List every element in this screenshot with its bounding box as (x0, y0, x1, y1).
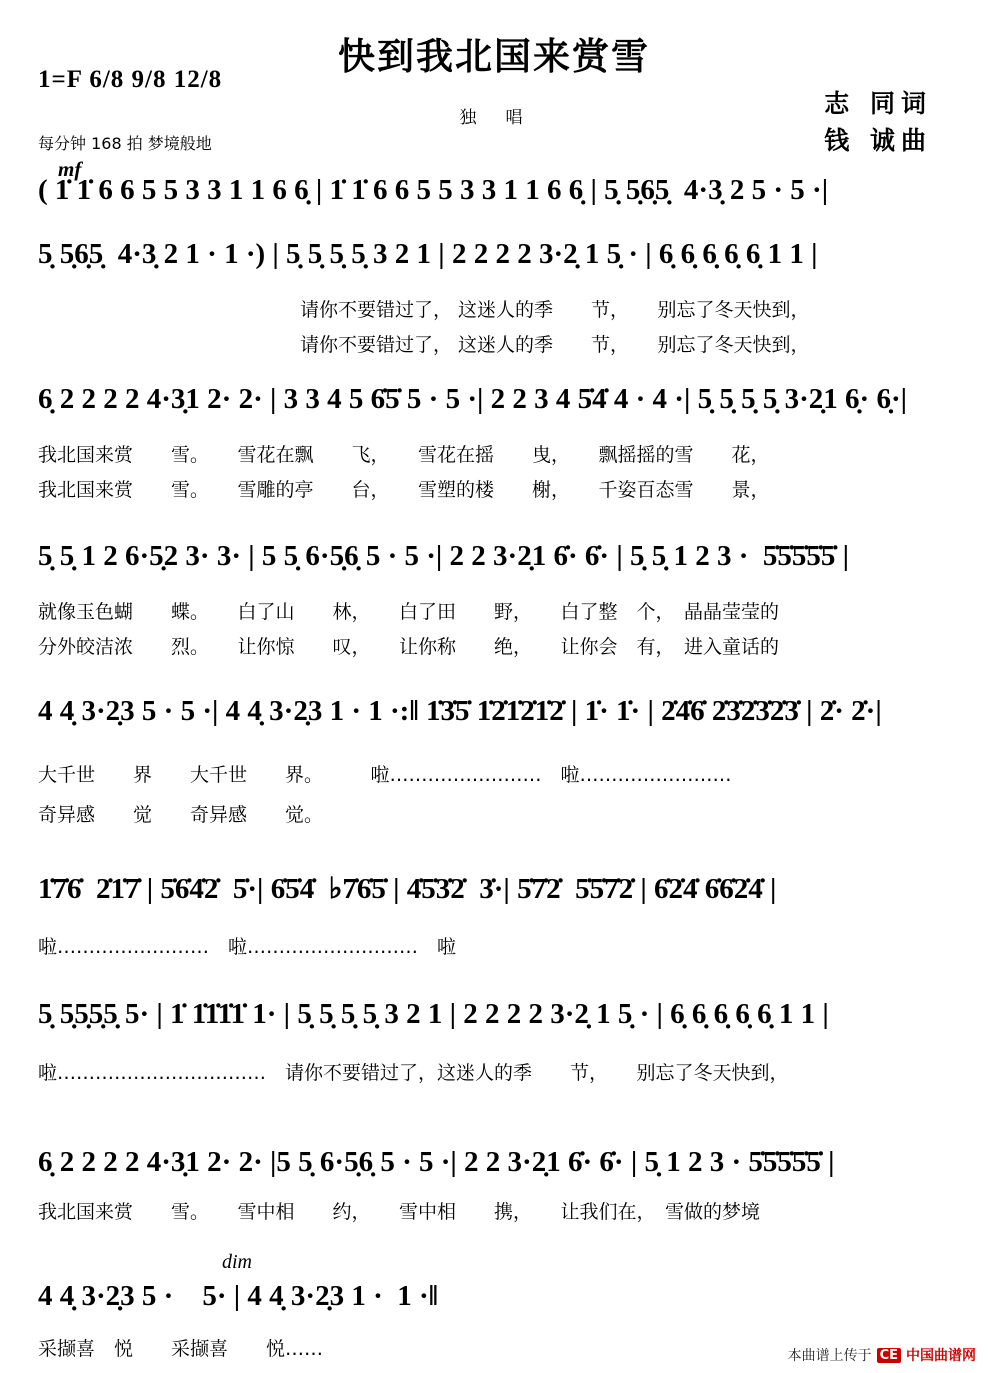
lyric-line-2a: 请你不要错过了， 这迷人的季 节， 别忘了冬天快到， (300, 299, 810, 321)
lyricist-credit: 志 同词 (824, 89, 932, 118)
lyric-line-2b: 请你不要错过了， 这迷人的季 节， 别忘了冬天快到， (300, 334, 810, 356)
dynamic-dim: dim (222, 1251, 252, 1273)
notation-line-3: 6̣ 2 2 2 2 4·3̣1 2· 2· | 3 3 4 5 6̇5̇ 5 · 5 ·| 2 2 3 4 5̇4̇ 4 · 4 ·| 5̣ 5̣ 5̣ 5̣ 3·2̣1 6̣· 6̣·| (38, 383, 908, 415)
footer-text: 本曲谱上传于 (787, 1348, 872, 1364)
notation-line-7: 5̣ 5̣5̣5̣5̣ 5· | 1̇ 1̇1̇1̇1̇ 1· | 5̣ 5̣ 5̣ 5̣ 3 2 1 | 2 2 2 2 3·2̣ 1 5̣ · | 6̣ 6̣ 6̣ 6̣ 6̣ 1 1 | (38, 998, 829, 1030)
notation-line-6: 1̇7̇6̇ 2̇1̇7̇ | 5̇6̇4̇2̇ 5̇·| 6̇5̇4̇ ♭7̇6̇5̇ | 4̇5̇3̇2̇ 3̇·| 5̇7̇2̇ 5̇5̇7̇2̇ | 6̇2̇4̇ 6̇6̇2̇4̇ | (38, 873, 777, 905)
tempo-marking: 每分钟 168 拍 梦境般地 (38, 134, 212, 153)
site-logo-icon: CE (877, 1348, 901, 1363)
lyric-line-6a: 啦…………………… 啦……………………… 啦 (38, 936, 457, 958)
lyric-line-3a: 我北国来赏 雪。 雪花在飘 飞， 雪花在摇 曳， 飘摇摇的雪 花， (38, 444, 770, 466)
performance-type: 独 唱 (459, 108, 529, 128)
key-signature: 1=F 6/8 9/8 12/8 (38, 66, 223, 93)
lyric-line-8a: 我北国来赏 雪。 雪中相 约， 雪中相 携， 让我们在， 雪做的梦境 (38, 1201, 761, 1223)
notation-line-1: ( 1̇ 1̇ 6 6 5 5 3 3 1 1 6 6̣ | 1̇ 1̇ 6 6 5 5 3 3 1 1 6 6̣ | 5̣ 5̣6̣5̣ 4·3̣ 2 5 · 5 ·| (38, 174, 829, 206)
footer-credit (788, 1345, 976, 1365)
site-name[interactable]: 中国曲谱网 (906, 1348, 976, 1364)
notation-line-2: 5̣ 5̣6̣5̣ 4·3̣ 2 1 · 1 ·) | 5̣ 5̣ 5̣ 5̣ 3 2 1 | 2 2 2 2 3·2̣ 1 5̣ · | 6̣ 6̣ 6̣ 6̣ 6̣ 1 1 | (38, 238, 818, 270)
notation-line-4: 5̣ 5̣ 1 2 6·5̣2 3· 3· | 5 5̣ 6·5̣6̣ 5 · 5 ·| 2 2 3·2̣1 6̇· 6̇· | 5̣ 5̣ 1 2 3 · 5̇5̇5̇5̇5̇ | (38, 540, 850, 572)
composer-credit: 钱 诚曲 (824, 126, 932, 155)
lyric-line-5a: 大千世 界 大千世 界。 啦…………………… 啦…………………… (38, 764, 732, 786)
page-title: 快到我北国来赏雪 (338, 35, 650, 78)
lyric-line-5b: 奇异感 觉 奇异感 觉。 (38, 804, 324, 826)
notation-line-5: 4 4̣ 3·2̣3 5 · 5 ·| 4 4̣ 3·2̣3 1 · 1 ·:‖ 1̇3̇5̇ 1̇2̇1̇2̇1̇2̇ | 1̇· 1̇· | 2̇4̇6̇ 2̇3̇2̇3̇2̇3̇ | 2̇· 2̇·| (38, 695, 882, 727)
notation-line-9: 4 4̣ 3·2̣3 5 · 5· | 4 4̣ 3·2̣3 1 · 1 ·‖ (38, 1280, 439, 1312)
lyric-line-7a: 啦…………………………… 请你不要错过了，这迷人的季 节， 别忘了冬天快到， (38, 1062, 789, 1084)
lyric-line-9a: 采撷喜 悦 采撷喜 悦…… (38, 1338, 324, 1360)
lyric-line-3b: 我北国来赏 雪。 雪雕的亭 台， 雪塑的楼 榭， 千姿百态雪 景， (38, 479, 770, 501)
lyric-line-4a: 就像玉色蝴 蝶。 白了山 林， 白了田 野， 白了整 个， 晶晶莹莹的 (38, 601, 780, 623)
notation-line-8: 6̣ 2 2 2 2 4·3̣1 2· 2· |5 5̣ 6·5̣6̣ 5 · 5 ·| 2 2 3·2̣1 6̇· 6̇· | 5̣ 1 2 3 · 5̇5̇5̇5̇5̇ | (38, 1146, 835, 1178)
dynamic-mf: mf (58, 157, 82, 181)
lyric-line-4b: 分外皎洁浓 烈。 让你惊 叹， 让你称 绝， 让你会 有， 进入童话的 (38, 636, 780, 658)
